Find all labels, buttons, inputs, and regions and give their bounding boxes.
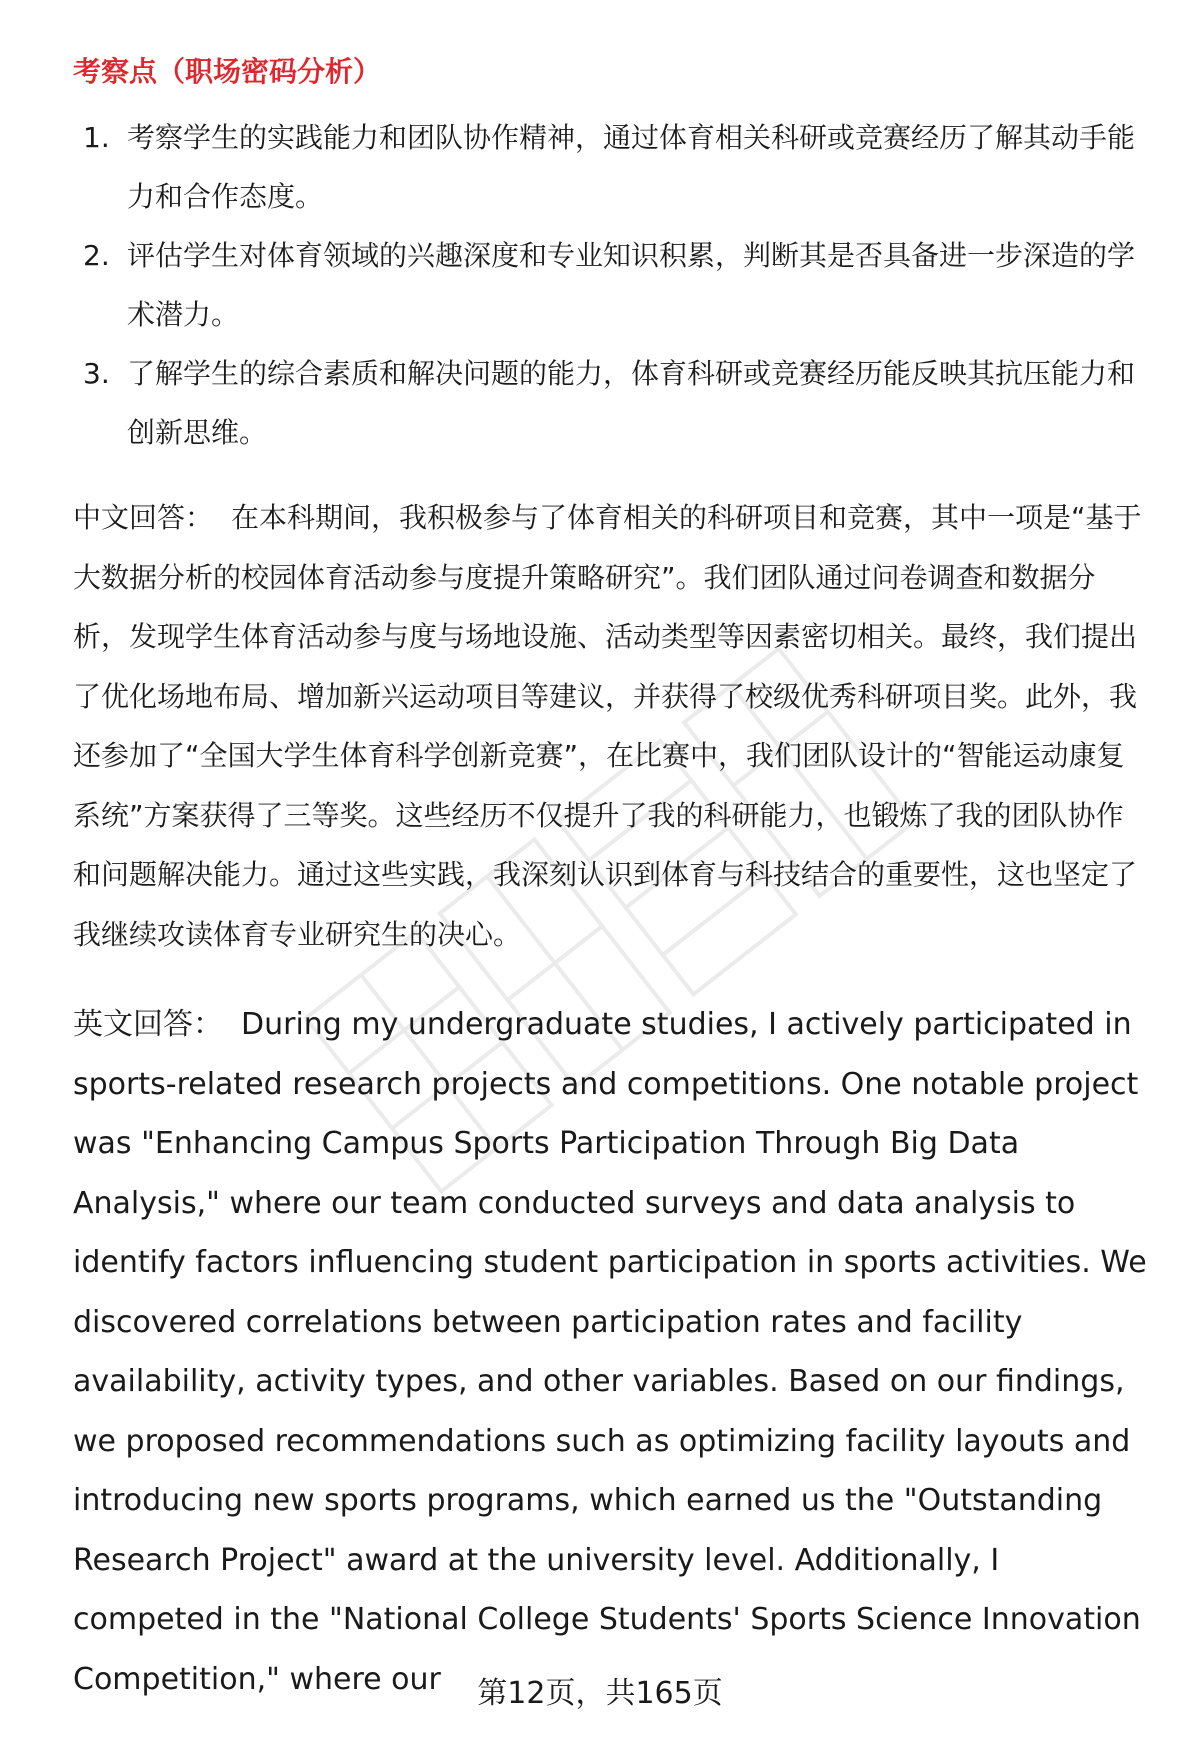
chinese-answer-label: 中文回答： xyxy=(73,501,214,534)
list-item xyxy=(73,344,1148,462)
list-item-text: 了解学生的综合素质和解决问题的能力，体育科研或竞赛经历能反映其抗压能力和创新思维。 xyxy=(127,357,1136,449)
assessment-points-list xyxy=(73,108,1148,462)
list-item xyxy=(73,108,1148,226)
list-item-text: 考察学生的实践能力和团队协作精神，通过体育相关科研或竞赛经历了解其动手能力和合作态度。 xyxy=(127,121,1136,213)
content-area xyxy=(73,52,1148,1709)
chinese-answer-paragraph xyxy=(73,488,1148,964)
english-answer-paragraph xyxy=(73,995,1148,1709)
section-title: 考察点（职场密码分析） xyxy=(73,55,382,88)
list-item-number: 1. xyxy=(83,121,110,154)
list-item xyxy=(73,226,1148,344)
list-item-number: 2. xyxy=(83,239,110,272)
list-item-number: 3. xyxy=(83,357,110,390)
chinese-answer-text: 在本科期间，我积极参与了体育相关的科研项目和竞赛，其中一项是“基于大数据分析的校园体育活动参与度提升策略研究”。我们团队通过问卷调查和数据分析，发现学生体育活动参与度与场地设施、活动类型等因素密切相关。最终，我们提出了优化场地布局、增加新兴运动项目等建议，并获得了校级优秀科研项目奖。此外，我还参加了“全国大学生体育科学创新竞赛”，在比赛中，我们团队设计的“智能运动康复系统”方案获得了三等奖。这些经历不仅提升了我的科研能力，也锻炼了我的团队协作和问题解决能力。通过这些实践，我深刻认识到体育与科技结合的重要性，这也坚定了我继续攻读体育专业研究生的决心。 xyxy=(73,501,1142,951)
page-number-footer: 第12页，共165页 xyxy=(477,1676,723,1711)
list-item-text: 评估学生对体育领域的兴趣深度和专业知识积累，判断其是否具备进一步深造的学术潜力。 xyxy=(127,239,1136,331)
english-answer-label: 英文回答： xyxy=(73,1007,223,1042)
english-answer-text: During my undergraduate studies, I actively participated in sports-related research projects and competitions. One notable project was "Enhancing Campus Sports Participation Through Big Data Analysis," where our team conducted surveys and data analysis to identify factors influencing student participation in sports activities. We discovered correlations between participation rates and facility availability, activity types, and other variables. Based on our findings, we proposed recommendations such as optimizing facility layouts and introducing new sports programs, which earned us the "Outstanding Research Project" award at the university level. Additionally, I competed in the "National College Students' Sports Science Innovation Competition," where our xyxy=(73,1007,1147,1697)
